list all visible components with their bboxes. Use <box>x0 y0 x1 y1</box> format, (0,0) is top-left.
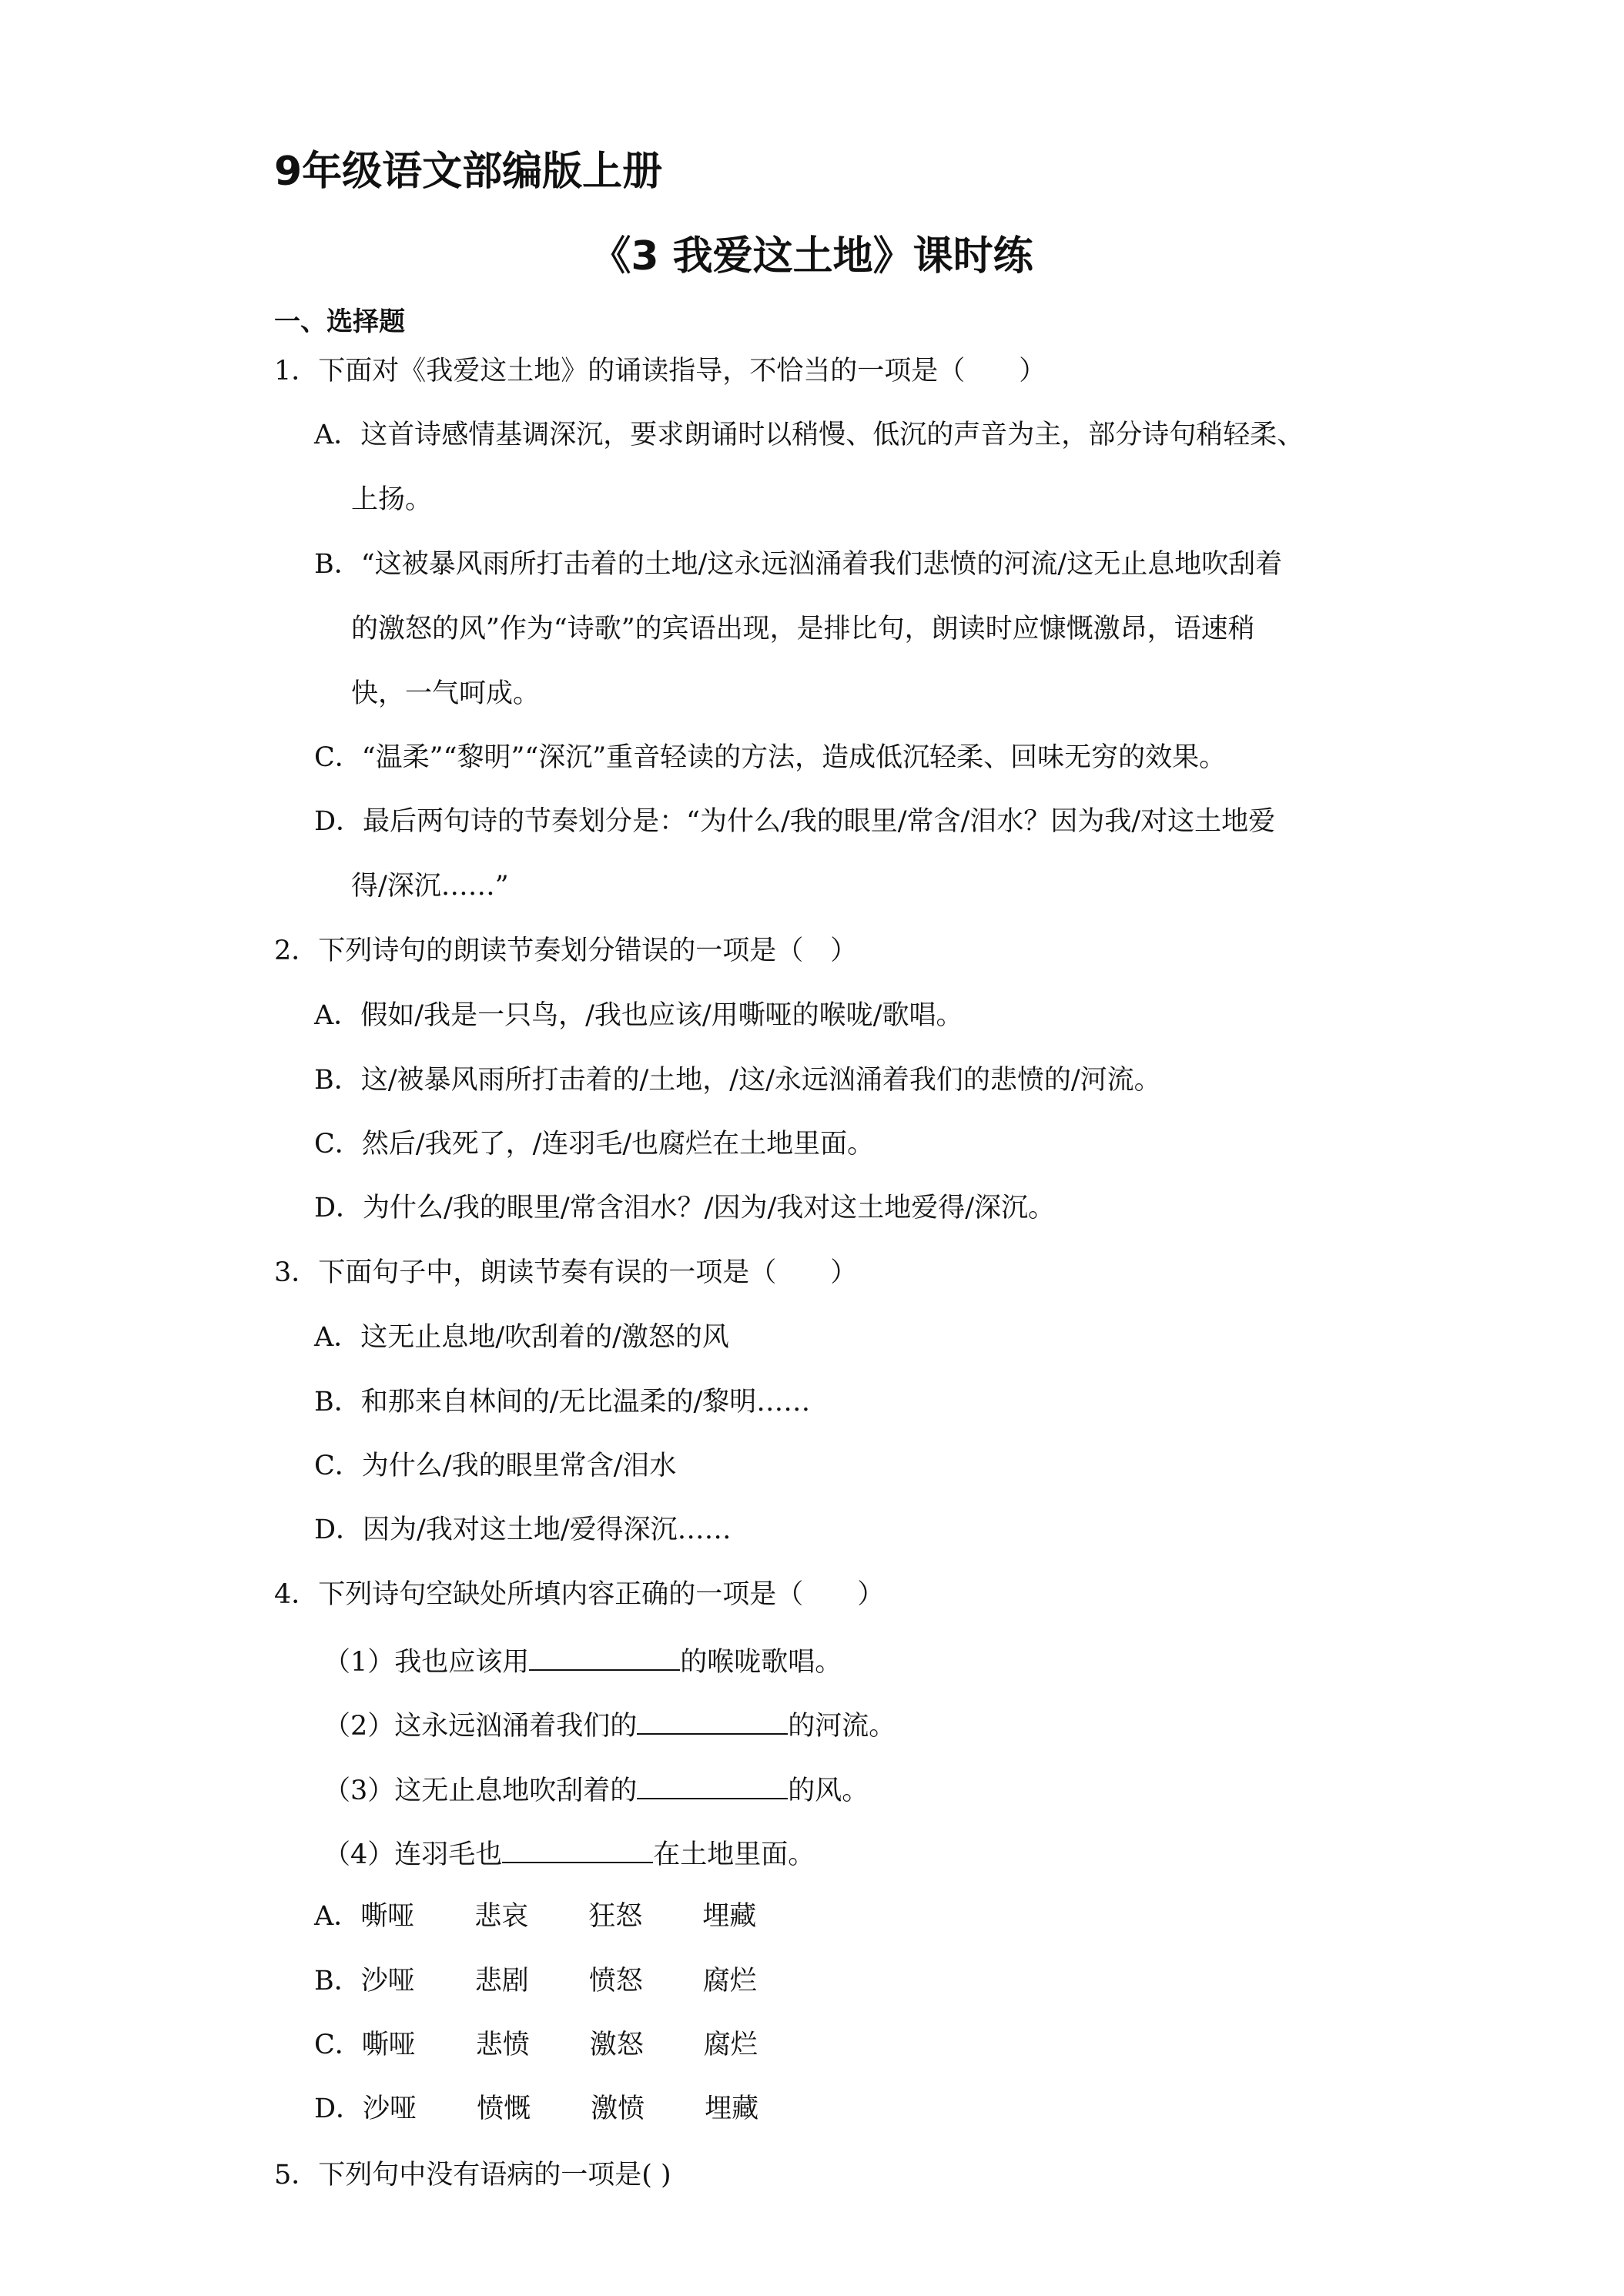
q2-option-b: B．这/被暴风雨所打击着的/土地，/这/永远汹涌着我们的悲愤的/河流。 <box>314 1065 1161 1096</box>
q4-s2-prefix: （2）这永远汹涌着我们的 <box>323 1711 638 1742</box>
q1-option-b-line3: 快，一气呵成。 <box>351 678 541 709</box>
option-label: D． <box>314 2094 363 2124</box>
q4-option-c <box>314 2032 758 2059</box>
q2-option-c: C．然后/我死了，/连羽毛/也腐烂在土地里面。 <box>314 1129 875 1160</box>
q3-option-c: C．为什么/我的眼里常含/泪水 <box>314 1451 677 1481</box>
document-header: 9年级语文部编版上册 <box>274 149 663 195</box>
q4-s4-prefix: （4）连羽毛也 <box>323 1839 503 1870</box>
q1-option-c: C．“温柔”“黎明”“深沉”重音轻读的方法，造成低沉轻柔、回味无穷的效果。 <box>314 742 1227 773</box>
option-label: A． <box>314 1901 361 1932</box>
question-5-stem: 5．下列句中没有语病的一项是( ) <box>274 2160 671 2191</box>
option-word: 狂怒 <box>588 1901 643 1932</box>
question-1-stem: 1．下面对《我爱这土地》的诵读指导，不恰当的一项是（ ） <box>274 356 1046 387</box>
option-word: 激怒 <box>589 2030 644 2060</box>
option-word: 嘶哑 <box>361 2030 416 2060</box>
q1-option-b-line2: 的激怒的风”作为“诗歌”的宾语出现，是排比句，朗读时应慷慨激昂，语速稍 <box>351 614 1255 644</box>
q4-s1-prefix: （1）我也应该用 <box>323 1647 530 1678</box>
option-label: C． <box>314 2030 362 2060</box>
q2-option-d: D．为什么/我的眼里/常含泪水？/因为/我对这土地爱得/深沉。 <box>314 1193 1056 1223</box>
q3-option-d: D．因为/我对这土地/爱得深沉…… <box>314 1514 732 1545</box>
q4-sentence-1 <box>323 1646 842 1676</box>
option-word: 沙哑 <box>363 2094 417 2124</box>
q4-sentence-3 <box>323 1775 869 1805</box>
page-title: 《3 我爱这土地》课时练 <box>591 233 1033 279</box>
q1-option-d-line2: 得/深沉……” <box>351 871 509 902</box>
option-word: 愤慨 <box>477 2094 531 2124</box>
q4-blank-2[interactable] <box>637 1710 788 1735</box>
q3-option-b: B．和那来自林间的/无比温柔的/黎明…… <box>314 1387 811 1417</box>
q4-blank-1[interactable] <box>529 1646 680 1671</box>
q4-blank-3[interactable] <box>637 1775 788 1799</box>
option-word: 悲愤 <box>475 2030 530 2060</box>
q1-option-d-line1: D．最后两句诗的节奏划分是：“为什么/我的眼里/常含/泪水？因为我/对这土地爱 <box>314 806 1276 837</box>
question-4-stem: 4．下列诗句空缺处所填内容正确的一项是（ ） <box>274 1579 885 1610</box>
q4-option-b <box>314 1968 757 1995</box>
q4-option-d <box>314 2096 758 2123</box>
q1-option-a-line1: A．这首诗感情基调深沉，要求朗诵时以稍慢、低沉的声音为主，部分诗句稍轻柔、 <box>314 420 1304 450</box>
q4-s4-suffix: 在土地里面。 <box>653 1839 815 1870</box>
q4-sentence-2 <box>323 1710 896 1740</box>
option-word: 埋藏 <box>702 1901 757 1932</box>
option-word: 沙哑 <box>360 1966 415 1996</box>
q4-s2-suffix: 的河流。 <box>788 1711 896 1742</box>
option-label: B． <box>314 1966 361 1996</box>
option-word: 愤怒 <box>588 1966 643 1996</box>
option-word: 腐烂 <box>703 2030 758 2060</box>
section-heading: 一、选择题 <box>274 306 405 337</box>
question-3-stem: 3．下面句子中，朗读节奏有误的一项是（ ） <box>274 1257 858 1288</box>
q1-option-a-line2: 上扬。 <box>351 484 433 515</box>
q4-s1-suffix: 的喉咙歌唱。 <box>680 1647 842 1678</box>
q4-sentence-4 <box>323 1839 815 1869</box>
q4-option-a <box>314 1903 756 1930</box>
q3-option-a: A．这无止息地/吹刮着的/激怒的风 <box>314 1322 729 1353</box>
question-2-stem: 2．下列诗句的朗读节奏划分错误的一项是（ ） <box>274 935 858 966</box>
option-word: 嘶哑 <box>360 1901 415 1932</box>
q4-s3-suffix: 的风。 <box>788 1776 869 1806</box>
option-word: 埋藏 <box>705 2094 759 2124</box>
q1-option-b-line1: B．“这被暴风雨所打击着的土地/这永远汹涌着我们悲愤的河流/这无止息地吹刮着 <box>314 549 1283 580</box>
q4-blank-4[interactable] <box>502 1839 653 1863</box>
option-word: 悲哀 <box>474 1901 529 1932</box>
option-word: 悲剧 <box>474 1966 529 1996</box>
option-word: 激愤 <box>591 2094 645 2124</box>
q4-s3-prefix: （3）这无止息地吹刮着的 <box>323 1776 638 1806</box>
option-word: 腐烂 <box>702 1966 757 1996</box>
q2-option-a: A．假如/我是一只鸟，/我也应该/用嘶哑的喉咙/歌唱。 <box>314 1000 963 1031</box>
